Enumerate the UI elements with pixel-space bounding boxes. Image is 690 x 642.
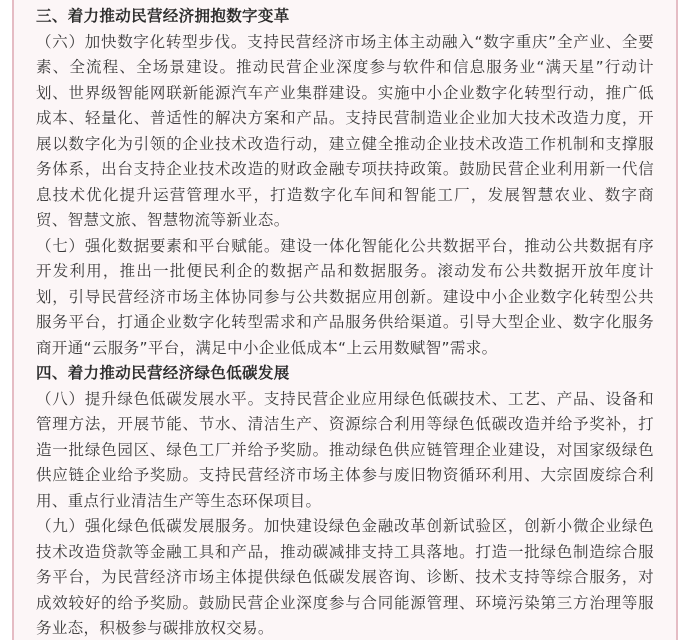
- paragraph-digital-transformation: （六）加快数字化转型步伐。支持民营经济市场主体主动融入“数字重庆”全产业、全要素、全流程、全场景建设。推动民营企业深度参与软件和信息服务业“满天星”行动计划、世界级智能网联新能源汽车产业集群建设。实施中小企业数字化转型行动，推广低成本、轻量化、普适性的解决方案和产品。支持民营制造业企业加大技术改造力度，开展以数字化为引领的企业技术改造行动，建立健全推动企业技术改造工作机制和支撑服务体系，出台支持企业技术改造的财政金融专项扶持政策。鼓励民营企业利用新一代信息技术优化提升运营管理水平，打造数字化车间和智能工厂，发展智慧农业、数字商贸、智慧文旅、智慧物流等新业态。: [36, 32, 654, 229]
- article-body: [36, 4, 654, 642]
- section-heading-digital: 三、着力推动民营经济拥抱数字变革: [36, 7, 290, 25]
- paragraph-data-platform: （七）强化数据要素和平台赋能。建设一体化智能化公共数据平台，推动公共数据有序开发利用，推出一批便民利企的数据产品和数据服务。滚动发布公共数据开放年度计划，引导民营经济市场主体协同参与公共数据应用创新。建设中小企业数字化转型公共服务平台，打通企业数字化转型需求和产品服务供给渠道。引导大型企业、数字化服务商开通“云服务”平台，满足中小企业低成本“上云用数赋智”需求。: [36, 236, 654, 357]
- paragraph-green-development: （八）提升绿色低碳发展水平。支持民营企业应用绿色低碳技术、工艺、产品、设备和管理方法，开展节能、节水、清洁生产、资源综合利用等绿色低碳改造并给予奖补，打造一批绿色园区、绿色工厂并给予奖励。推动绿色供应链管理企业建设，对国家级绿色供应链企业给予奖励。支持民营经济市场主体参与废旧物资循环利用、大宗固废综合利用、重点行业清洁生产等生态环保项目。: [36, 389, 654, 510]
- paragraph-green-services: （九）强化绿色低碳发展服务。加快建设绿色金融改革创新试验区，创新小微企业绿色技术改造贷款等金融工具和产品，推动碳减排支持工具落地。打造一批绿色制造综合服务平台，为民营经济市场主体提供绿色低碳发展咨询、诊断、技术支持等综合服务，对成效较好的给予奖励。鼓励民营企业深度参与合同能源管理、环境污染第三方治理等服务业态，积极参与碳排放权交易。: [36, 517, 654, 637]
- section-heading-green: 四、着力推动民营经济绿色低碳发展: [36, 364, 290, 382]
